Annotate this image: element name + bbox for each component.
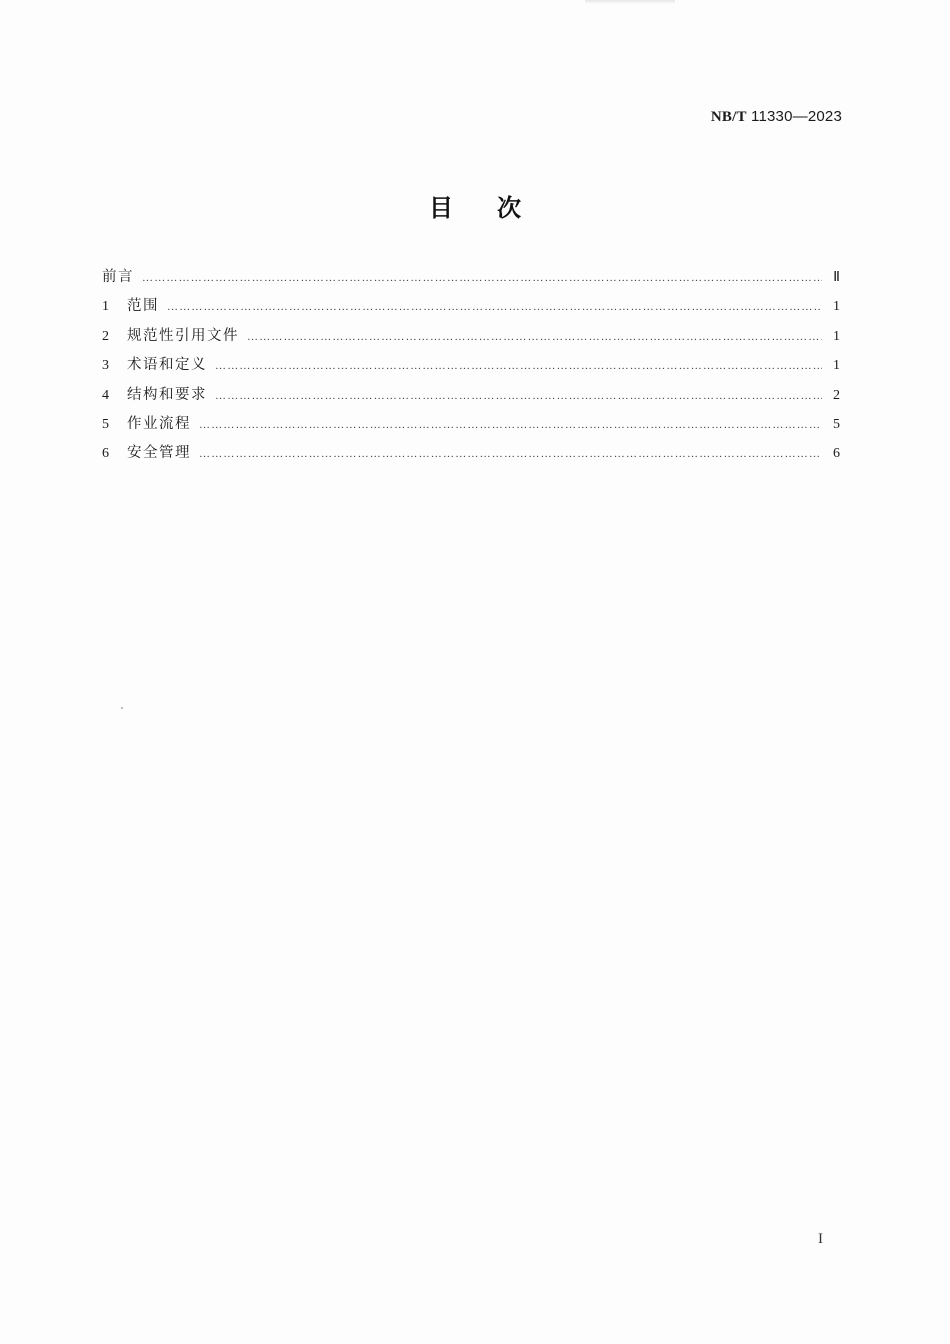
toc-entry-page: 1 — [833, 299, 840, 315]
toc-leader-dots — [215, 390, 822, 402]
toc-entry-number: 2 — [102, 328, 109, 344]
toc-entry-safety-management[interactable] — [102, 441, 840, 470]
toc-entry-foreword[interactable] — [102, 265, 840, 294]
standard-number — [711, 108, 842, 126]
toc-leader-dots — [199, 448, 822, 460]
toc-entry-page: 2 — [833, 387, 840, 403]
toc-entry-structure-requirements[interactable] — [102, 383, 840, 412]
toc-entry-number: 4 — [102, 387, 109, 403]
page-number: I — [818, 1231, 823, 1247]
toc-entry-label: 安全管理 — [127, 445, 191, 462]
scan-smudge — [585, 0, 675, 4]
standard-code: 11330—2023 — [751, 108, 842, 125]
toc-leader-dots — [247, 331, 822, 343]
toc-leader-dots — [199, 419, 822, 431]
toc-entry-number: 3 — [102, 358, 109, 374]
toc-entry-number: 6 — [102, 446, 109, 462]
toc-entry-terms-definitions[interactable] — [102, 353, 840, 382]
toc-leader-dots — [215, 360, 822, 372]
toc-entry-scope[interactable] — [102, 294, 840, 323]
table-of-contents — [102, 265, 840, 471]
page-title: 目次 — [429, 194, 565, 222]
toc-entry-page: 1 — [833, 328, 840, 344]
toc-entry-page: 1 — [833, 358, 840, 374]
toc-entry-page: 6 — [833, 446, 840, 462]
toc-entry-label: 范围 — [127, 298, 159, 315]
toc-entry-page: Ⅱ — [833, 270, 840, 285]
toc-entry-page: 5 — [833, 416, 840, 432]
scan-speck — [121, 707, 123, 709]
toc-entry-number: 5 — [102, 416, 109, 432]
standard-prefix: NB/T — [710, 109, 747, 125]
toc-entry-normative-references[interactable] — [102, 324, 840, 353]
toc-entry-workflow[interactable] — [102, 412, 840, 441]
toc-entry-label: 前言 — [102, 269, 134, 285]
toc-entry-label: 术语和定义 — [127, 357, 207, 374]
toc-leader-dots — [142, 272, 822, 284]
toc-leader-dots — [167, 301, 822, 313]
toc-entry-label: 作业流程 — [127, 415, 191, 432]
toc-entry-label: 结构和要求 — [127, 386, 207, 403]
toc-entry-number: 1 — [102, 299, 109, 315]
toc-entry-label: 规范性引用文件 — [127, 327, 239, 344]
